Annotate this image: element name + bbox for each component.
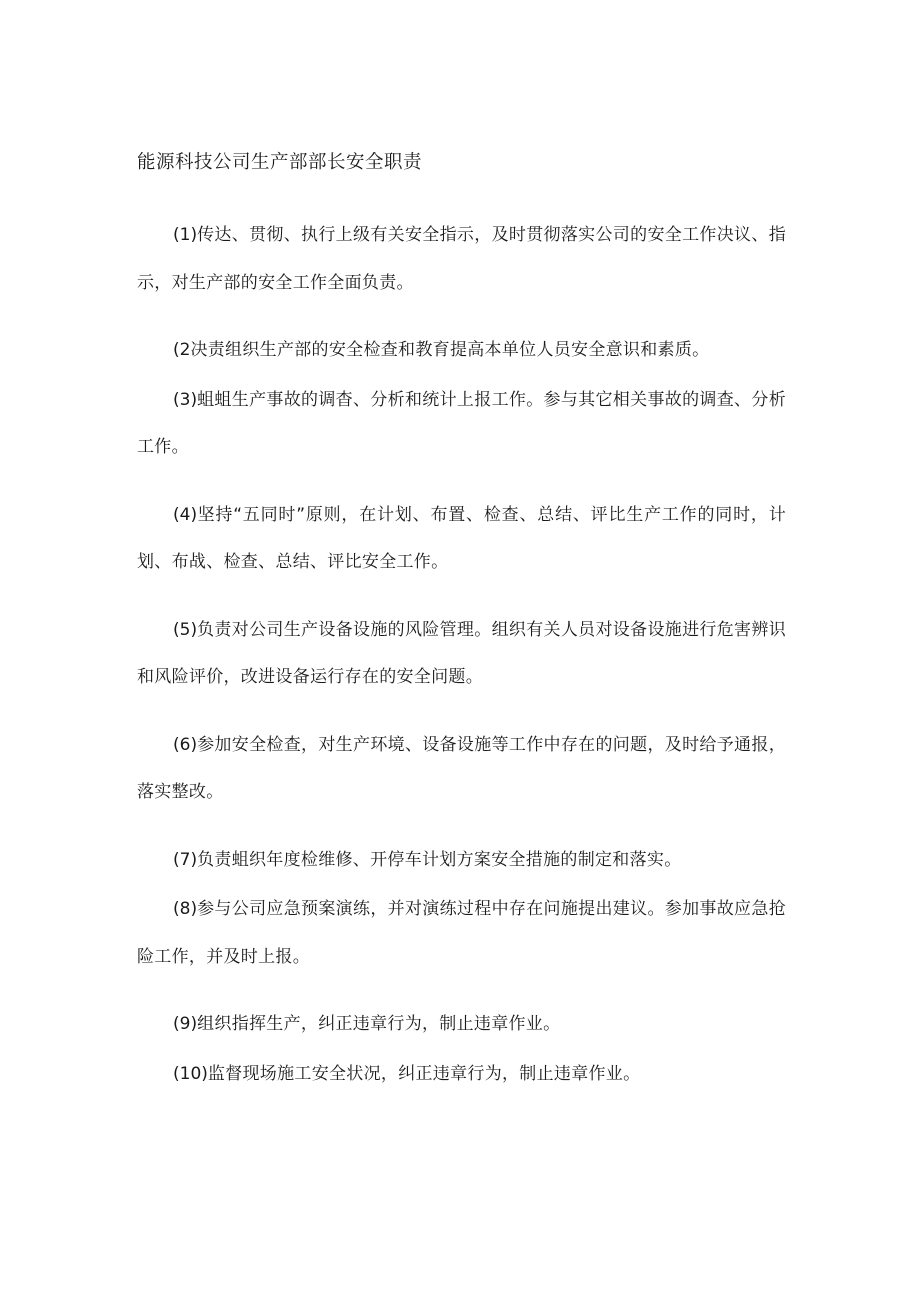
clause-text: 参加安全检查，对生产环境、设备设施等工作中存在的问题，及时给予通报，落实整改。 <box>137 734 786 802</box>
duty-clause-4 <box>137 492 786 587</box>
clause-text: 负责对公司生产设备设施的风险管理。组织有关人员对设备设施进行危害辨识和风险评价，改进设备运行存在的安全问题。 <box>137 619 786 687</box>
clause-text: 决责组织生产部的安全检查和教育提高本单位人员安全意识和素质。 <box>190 340 710 360</box>
duty-clause-9 <box>137 1001 786 1049</box>
clause-text: 负责蛆织年度检维修、开停车计划方案安全措施的制定和落实。 <box>197 849 682 870</box>
duty-clause-7 <box>137 837 786 885</box>
clause-number: (1) <box>173 225 198 245</box>
clause-text: 组织指挥生产，纠正违章行为，制止违章作业。 <box>197 1014 561 1034</box>
clause-text: 蛆蛆生产事故的调杳、分析和统计上报工作。参与其它相关事故的调查、分析工作。 <box>137 389 786 457</box>
clause-number: (5) <box>173 619 198 640</box>
clause-text: 监督现场施工安全状况，纠正违章行为，制止违章作业。 <box>207 1063 641 1084</box>
clause-number: (8) <box>173 899 198 919</box>
clause-number: (9) <box>173 1014 198 1034</box>
duty-clause-1 <box>137 212 786 307</box>
clause-number: (2 <box>173 340 191 360</box>
duty-clause-3 <box>137 377 786 472</box>
duty-clause-8 <box>137 886 786 981</box>
duty-clause-5 <box>137 607 786 702</box>
document-title: 能源科技公司生产部部长安全职责 <box>137 152 423 173</box>
duty-clause-10 <box>137 1051 786 1099</box>
clause-text: 传达、贯彻、执行上级有关安全指示，及时贯彻落实公司的安全工作决议、指示，对生产部的安全工作全面负责。 <box>137 225 786 293</box>
clause-number: (6) <box>173 734 198 755</box>
clause-text: 坚持“五同时”原则，在计划、布置、检查、总结、评比生产工作的同时，计划、布战、检查、总结、评比安全工作。 <box>137 504 786 572</box>
clause-number: (10) <box>173 1063 208 1084</box>
duty-clause-2 <box>137 327 786 375</box>
duty-clause-6 <box>137 722 786 817</box>
clause-number: (4) <box>173 504 198 525</box>
clause-number: (3) <box>173 389 198 410</box>
duties-list <box>137 212 786 1100</box>
clause-text: 参与公司应急预案演练，并对演练过程中存在问施提出建议。参加事故应急抢险工作，并及时上报。 <box>137 899 786 967</box>
clause-number: (7) <box>173 849 198 870</box>
